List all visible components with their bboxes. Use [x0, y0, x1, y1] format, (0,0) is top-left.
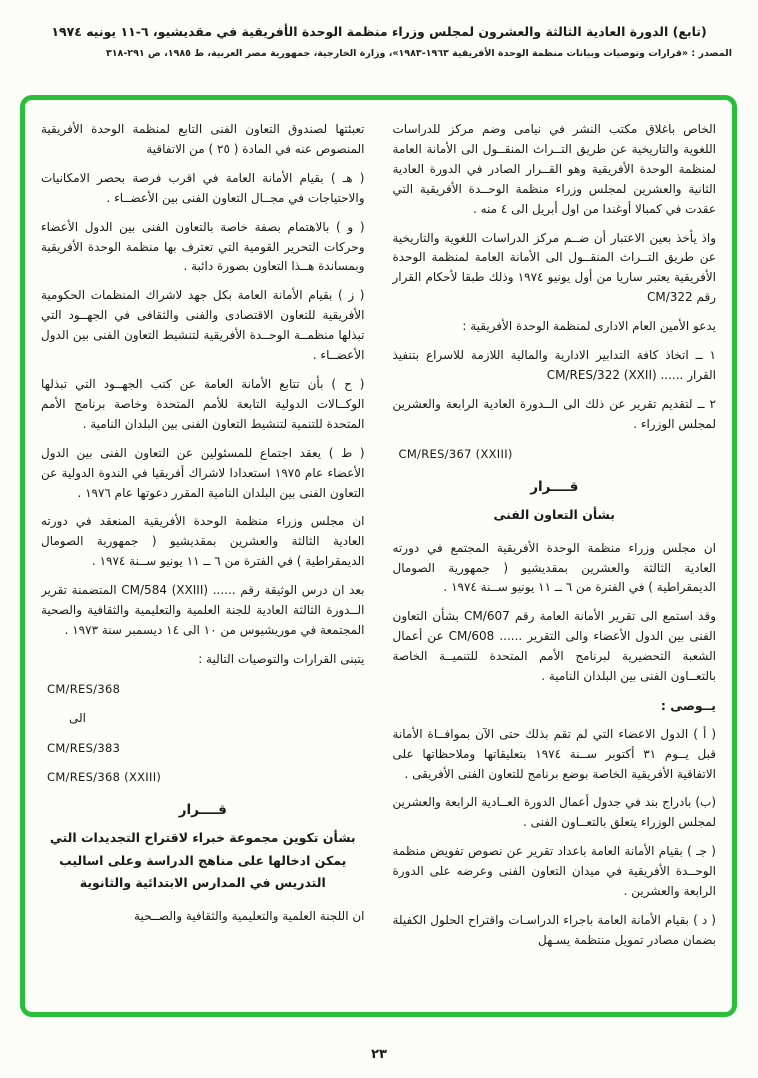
column-right	[393, 120, 717, 998]
paragraph: واذ يأخذ بعين الاعتبار أن ضــم مركز الدراسات اللغوية والتاريخية عن طريق التــراث المنقــول الى الأمانة العامة لمنظمة الوحدة الأفريقية يعتبر ساريا من أول يونيو ١٩٧٤ وذلك طبقا لأحكام القرار رقم CM/322	[392, 230, 716, 305]
recommends-label: يــوصى :	[660, 698, 716, 714]
resolution-subject: بشأن تكوين مجموعة خبراء لاقتراح التجديدات التي يمكن ادخالها على مناهج الدراسة وعلى اساليب التدريس في المدارس الابتدائية والثانوية	[49, 830, 356, 891]
resolution-ref: CM/RES/368 (XXIII)	[47, 769, 162, 784]
resolution-subject: بشأن التعاون الفنى	[493, 507, 615, 523]
resolution-heading: قــــرار	[530, 478, 579, 495]
paragraph: ( و ) بالاهتمام بصفة خاصة بالتعاون الفنى بين الدول الأعضاء وحركات التحرير القومية التي تعترف بها منظمة الوحدة الأفريقية وبمساندة هــذا التعاون بصورة دائبة .	[41, 219, 365, 274]
header-source-note: المصدر : «قرارات وتوصيات وبيانات منظمة الوحدة الأفريقية ١٩٦٣-١٩٨٣»، وزارة الخارجية، جمهورية مصر العربية، ط ١٩٨٥، ص ٢٩١-٣١٨	[105, 48, 732, 59]
resolution-ref-connector: الى	[69, 710, 86, 725]
paragraph: وقد استمع الى تقرير الأمانة العامة رقم CM/607 بشأن التعاون الفنى بين الدول الأعضاء والى التقرير ...... CM/608 عن أعمال الشعبة التحضيرية لبرنامج الأمم المتحدة للتنميــة الخاصة بالتعــاون الفنى بين البلدان النامية .	[392, 609, 716, 684]
page-number: ٢٣	[371, 1047, 387, 1062]
paragraph: يدعو الأمين العام الادارى لمنظمة الوحدة الأفريقية :	[462, 319, 716, 334]
resolution-ref: CM/RES/368	[47, 681, 121, 696]
paragraph: ان مجلس وزراء منظمة الوحدة الأفريقية المجتمع في دورته العادية الثالثة والعشرين بمقديشيو ( جمهورية الصومال الديمقراطية ) في الفترة من ٦ ــ ١١ يونيو ســنة ١٩٧٤ .	[392, 540, 716, 595]
paragraph: الخاص باغلاق مكتب النشر في نيامى وضم مركز للدراسات اللغوية والتاريخية عن طريق التــراث المنقــول الى الأمانة العامة لمنظمة الوحدة الأفريقية وهو القــرار الصادر في الدورة العادية الثانية والعشرين لمجلس وزراء منظمة الوحــدة الأفريقية التي عقدت في كمبالا أوغندا من اول أبريل الى ٤ منه .	[392, 122, 716, 216]
green-border-box	[20, 95, 737, 1017]
page-header	[26, 24, 732, 59]
paragraph: (ب) بادراج بند في جدول أعمال الدورة العــادية الرابعة والعشرين لمجلس الوزراء يتعلق بالتعــاون الفنى .	[392, 795, 716, 830]
header-title: (تابع) الدورة العادية الثالثة والعشرون لمجلس وزراء منظمة الوحدة الأفريقية في مقديشيو، ٦-١١ يونيه ١٩٧٤	[51, 24, 707, 39]
paragraph: تعبئتها لصندوق التعاون الفنى التابع لمنظمة الوحدة الأفريقية المنصوص عنه في المادة ( ٢٥ ) من الاتفاقية	[41, 122, 365, 156]
paragraph: ان اللجنة العلمية والتعليمية والثقافية والصــحية	[134, 908, 365, 923]
paragraph: ١ ــ اتخاذ كافة التدابير الادارية والمالية اللازمة للاسراع بتنفيذ القرار ...... CM/RES/322 (XXII)	[392, 348, 716, 382]
paragraph: ( جـ ) بقيام الأمانة العامة باعداد تقرير عن نصوص تفويض منظمة الوحــدة الأفريقية في ميدان التعاون الفنى وعرضه على الدورة الرابعة والعشرين .	[392, 844, 716, 899]
paragraph: ( د ) بقيام الأمانة العامة باجراء الدراسـات واقتراح الحلول الكفيلة بضمان مصادر تمويل منتظمة يسـهل	[392, 913, 716, 947]
paragraph: ان مجلس وزراء منظمة الوحدة الأفريقية المنعقد في دورته العادية الثالثة والعشرين بمقديشيو ( جمهورية الصومال الديمقراطية ) في الفترة من ٦ ــ ١١ يونيو ســنة ١٩٧٤ .	[41, 514, 365, 569]
paragraph: ( هـ ) بقيام الأمانة العامة في اقرب فرصة بحصر الامكانيات والاحتياجات في مجــال التعاون الفنى بين الأعضــاء .	[41, 170, 365, 205]
paragraph: ( أ ) الدول الاعضاء التي لم تقم بذلك حتى الآن بموافــاة الأمانة قبل يــوم ٣١ أكتوبر ســنة ١٩٧٤ بتعليقاتها وملاحظاتها على الاتفاقية الأفريقية الخاصة بوضع برنامج للتعاون الفنى الأفريقى .	[392, 726, 716, 781]
resolution-ref: CM/RES/383	[47, 740, 121, 755]
column-left	[41, 120, 365, 998]
paragraph: ( ح ) بأن تتابع الأمانة العامة عن كتب الجهــود التي تبذلها الوكــالات الدولية التابعة للأمم المتحدة وخاصة برنامج الأمم المتحدة للتنمية لتنشيط التعاون الفنى بين البلدان النامية .	[41, 376, 365, 431]
resolution-heading: قــــرار	[178, 801, 227, 818]
paragraph: بعد ان درس الوثيقة رقم ...... CM/584 (XXIII) المتضمنة تقرير الــدورة الثالثة العادية للجنة العلمية والتعليمية والثقافية والصحية المجتمعة في موريشيوس من ١٠ الى ١٤ ديسمبر سنة ١٩٧٣ .	[41, 583, 365, 637]
paragraph: ٢ ــ لتقديم تقرير عن ذلك الى الــدورة العادية الرابعة والعشرين لمجلس الوزراء .	[392, 396, 716, 431]
paragraph: يتبنى القرارات والتوصيات التالية :	[198, 651, 365, 666]
resolution-ref: CM/RES/367 (XXIII)	[398, 446, 513, 461]
text-columns	[41, 120, 716, 998]
paragraph: ( ز ) بقيام الأمانة العامة بكل جهد لاشراك المنظمات الحكومية الأفريقية للتعاون الاقتصادى والفنى والثقافى في الجهــود التي تبذلها منظمــة الوحــدة الأفريقية لتنشيط التعاون الفنى بين الدول الأعضــاء .	[41, 288, 365, 363]
paragraph: ( ط ) يعقد اجتماع للمسئولين عن التعاون الفنى بين الدول الأعضاء عام ١٩٧٥ استعدادا لاشراك أفريقيا في الندوة الدولية عن التعاون الفنى بين البلدان النامية المقرر دعوتها عام ١٩٧٦ .	[41, 445, 365, 500]
